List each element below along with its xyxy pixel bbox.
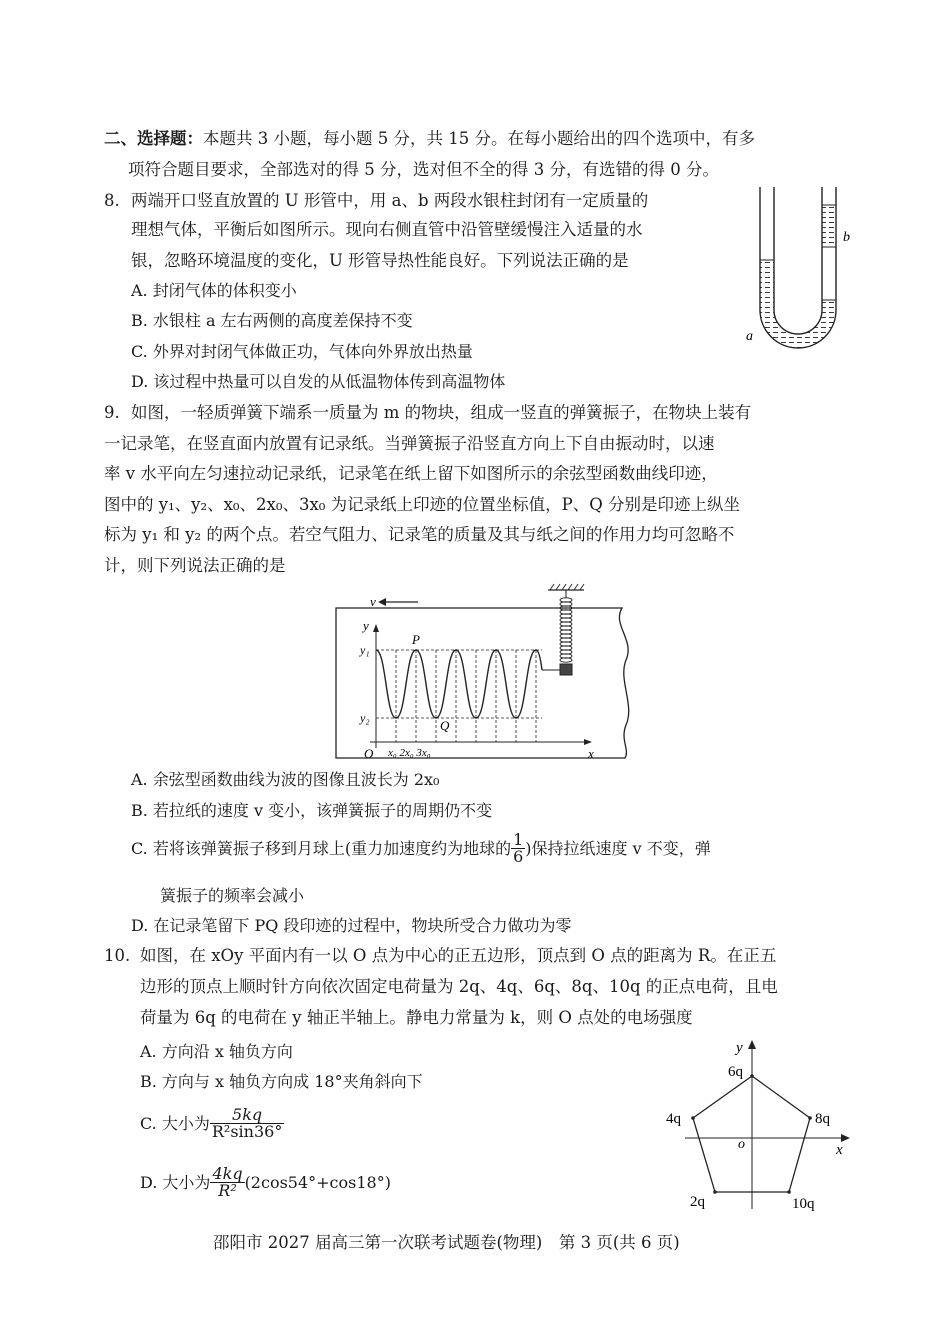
q9-stem-line2: 一记录笔，在竖直面内放置有记录纸。当弹簧振子沿竖直方向上下自由振动时，以速 — [104, 434, 715, 453]
section-header — [104, 131, 755, 148]
pentagon-figure — [660, 1034, 860, 1219]
q9-stem-line4: 图中的 y₁、y₂、x₀、2x₀、3x₀ 为记录纸上印迹的位置坐标值，P、Q 分别是印迹上纵坐 — [104, 495, 740, 514]
u-tube-figure — [740, 185, 850, 370]
point-q-label: Q — [440, 718, 450, 733]
origin-label: o — [738, 1137, 745, 1152]
y1-label: y₁ — [360, 643, 370, 657]
q10-option-a: A. 方向沿 x 轴负方向 — [140, 1042, 293, 1061]
section-instructions-line2: 项符合题目要求，全部选对的得 5 分，选对但不全的得 3 分，有选错的得 0 分。 — [128, 160, 719, 179]
record-paper — [336, 608, 629, 758]
q9-stem-line1: 如图，一轻质弹簧下端系一质量为 m 的物块，组成一竖直的弹簧振子，在物块上装有 — [131, 403, 752, 422]
cosine-trace — [376, 650, 542, 718]
q8-option-c: C. 外界对封闭气体做正功，气体向外界放出热量 — [131, 342, 473, 361]
q9-option-a: A. 余弦型函数曲线为波的图像且波长为 2x₀ — [131, 770, 440, 789]
option-c-denominator: R²sin36° — [211, 1122, 283, 1141]
y-axis-label: y — [363, 618, 369, 633]
q9-option-c-text: C. 若将该弹簧振子移到月球上(重力加速度约为地球的 — [131, 838, 512, 858]
charge-6q: 6q — [728, 1064, 743, 1080]
option-d-numerator: 4kq — [212, 1164, 243, 1183]
q9-option-d: D. 在记录笔留下 PQ 段印迹的过程中，物块所受合力做功为零 — [131, 916, 572, 935]
q10-option-d-text: D. 大小为 — [140, 1172, 211, 1192]
charge-10q: 10q — [792, 1196, 815, 1212]
q9-number: 9. — [104, 403, 120, 422]
q8-option-a: A. 封闭气体的体积变小 — [131, 281, 297, 300]
option-d-fraction — [210, 1166, 244, 1199]
u-tube-inner — [774, 187, 822, 334]
q9-stem-line3: 率 v 水平向左匀速拉动记录纸，记录笔在纸上留下如图所示的余弦型函数曲线印迹， — [104, 464, 718, 483]
y2-label: y₂ — [360, 711, 370, 725]
q10-number: 10. — [104, 946, 131, 965]
mercury-b — [822, 205, 836, 247]
option-d-denominator: R² — [218, 1181, 237, 1200]
charge-4q: 4q — [666, 1111, 681, 1127]
q8-stem-line2: 理想气体，平衡后如图所示。现向右侧直管中沿管壁缓慢注入适量的水 — [131, 220, 643, 239]
origin-label: O — [364, 746, 374, 761]
option-c-numerator: 5kq — [210, 1107, 284, 1124]
x-tick-labels: x₀ 2x₀ 3x₀ — [388, 747, 431, 759]
label-b: b — [843, 230, 850, 245]
page-footer: 邵阳市 2027 届高三第一次联考试题卷(物理) 第 3 页(共 6 页) — [213, 1233, 680, 1252]
q9-option-c-line2: 簧振子的频率会减小 — [160, 886, 305, 905]
x-axis-label: x — [836, 1142, 843, 1158]
section-heading: 二、选择题： — [104, 129, 203, 148]
oscillator-figure — [330, 580, 640, 762]
y-axis-label: y — [736, 1040, 743, 1056]
q10-stem-line1: 如图，在 xOy 平面内有一以 O 点为中心的正五边形，顶点到 O 点的距离为 R。在正五 — [140, 946, 777, 965]
mass-block — [560, 664, 572, 675]
q8-number: 8. — [104, 191, 120, 210]
q9-option-c-text-end: )保持拉纸速度 v 不变，弹 — [525, 838, 711, 858]
v-label: v — [370, 594, 376, 609]
section-instructions: 本题共 3 小题，每小题 5 分，共 15 分。在每小题给出的四个选项中，有多 — [203, 129, 755, 148]
q8-stem-line3: 银，忽略环境温度的变化，U 形管导热性能良好。下列说法正确的是 — [131, 251, 629, 270]
q9-option-b: B. 若拉纸的速度 v 变小，该弹簧振子的周期仍不变 — [131, 801, 493, 820]
q9-stem-line5: 标为 y₁ 和 y₂ 的两个点。若空气阻力、记录笔的质量及其与纸之间的作用力均可忽略不 — [104, 525, 735, 544]
q10-option-c-text: C. 大小为 — [140, 1113, 210, 1133]
fraction-denominator: 6 — [513, 847, 524, 866]
point-p-label: P — [412, 632, 420, 647]
q10-option-d-text-end: (2cos54°+cos18°) — [244, 1172, 391, 1192]
charge-8q: 8q — [815, 1111, 830, 1127]
q10-stem-line2: 边形的顶点上顺时针方向依次固定电荷量为 2q、4q、6q、8q、10q 的正点电荷，且电 — [140, 977, 778, 996]
q10-option-c — [140, 1107, 284, 1140]
q10-option-d — [140, 1166, 391, 1199]
q8-option-b: B. 水银柱 a 左右两侧的高度差保持不变 — [131, 311, 413, 330]
q8-stem-line1: 两端开口竖直放置的 U 形管中，用 a、b 两段水银柱封闭有一定质量的 — [131, 191, 649, 210]
charge-2q: 2q — [690, 1194, 705, 1210]
q9-option-c — [131, 832, 711, 865]
q8-option-d: D. 该过程中热量可以自发的从低温物体传到高温物体 — [131, 372, 506, 391]
q10-stem-line3: 荷量为 6q 的电荷在 y 轴正半轴上。静电力常量为 k，则 O 点处的电场强度 — [140, 1008, 693, 1027]
option-c-fraction — [210, 1107, 284, 1140]
one-sixth-fraction — [511, 832, 525, 865]
q9-stem-line6: 计，则下列说法正确的是 — [104, 556, 286, 575]
label-a: a — [746, 329, 753, 344]
q10-option-b: B. 方向与 x 轴负方向成 18°夹角斜向下 — [140, 1072, 423, 1091]
v-arrow-icon — [378, 598, 386, 606]
ceiling-hatch — [550, 584, 584, 590]
x-axis-label: x — [588, 746, 594, 761]
mercury-a — [760, 260, 836, 348]
fraction-numerator: 1 — [513, 830, 524, 849]
